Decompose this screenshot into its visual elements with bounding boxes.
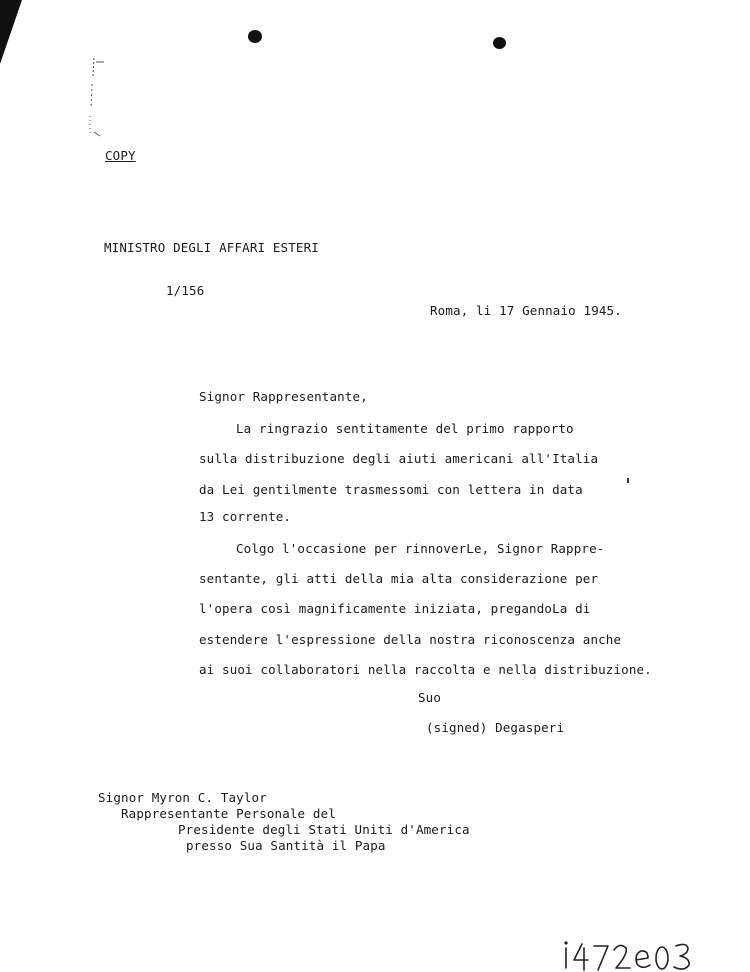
body-line: sentante, gli atti della mia alta considerazione per — [199, 571, 599, 586]
addressee-name: Signor Myron C. Taylor — [98, 790, 267, 805]
body-line: La ringrazio sentitamente del primo rapporto — [236, 421, 574, 436]
reference-number: 1/156 — [166, 283, 205, 298]
ministry-heading: MINISTRO DEGLI AFFARI ESTERI — [104, 240, 319, 255]
body-line: da Lei gentilmente trasmessomi con lettera in data — [199, 482, 583, 497]
scan-corner-shadow — [0, 0, 22, 64]
body-line: l'opera così magnificamente iniziata, pregandoLa di — [199, 601, 591, 616]
margin-tick-marks — [86, 56, 106, 138]
body-line: estendere l'espressione della nostra riconoscenza anche — [199, 632, 622, 647]
body-line: Colgo l'occasione per rinnoverLe, Signor Rappre- — [236, 541, 605, 556]
handwritten-archive-number — [560, 938, 700, 972]
salutation: Signor Rappresentante, — [199, 389, 368, 404]
addressee-line: Presidente degli Stati Uniti d'America — [178, 822, 470, 837]
addressee-line: presso Sua Santità il Papa — [186, 838, 386, 853]
punch-hole-right — [493, 37, 506, 49]
signature: (signed) Degasperi — [426, 720, 565, 735]
addressee-line: Rappresentante Personale del — [121, 806, 336, 821]
body-line: 13 corrente. — [199, 509, 292, 524]
body-line: ai suoi collaboratori nella raccolta e nella distribuzione. — [199, 662, 652, 677]
copy-stamp: COPY — [105, 148, 136, 163]
scan-speck — [627, 478, 629, 483]
place-date: Roma, li 17 Gennaio 1945. — [430, 303, 622, 318]
punch-hole-left — [248, 30, 262, 43]
closing: Suo — [418, 690, 442, 705]
body-line: sulla distribuzione degli aiuti americani all'Italia — [199, 451, 599, 466]
